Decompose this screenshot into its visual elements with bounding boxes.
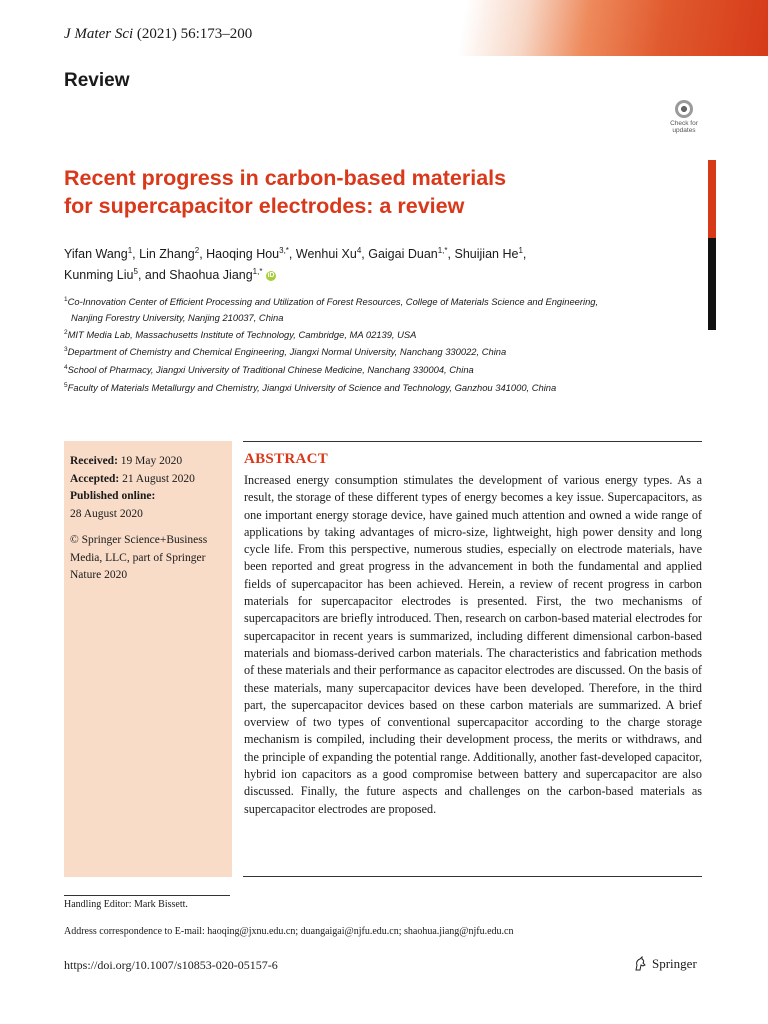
author-name[interactable]: Yifan Wang [64, 247, 128, 262]
affiliation-item [64, 378, 704, 396]
author-affil: 1 [518, 246, 523, 255]
affiliation-text: School of Pharmacy, Jiangxi University of Traditional Chinese Medicine, Nanchang 330004, China [67, 364, 474, 376]
publisher-logo[interactable] [632, 956, 697, 972]
author-sep: , [361, 247, 365, 262]
author-affil: 2 [194, 246, 200, 255]
orcid-icon[interactable]: iD [267, 272, 275, 280]
article-title [64, 164, 684, 220]
journal-volume: (2021) 56:173–200 [136, 26, 253, 42]
section-label: Review [64, 70, 130, 91]
received-label: Received: [70, 455, 118, 467]
copyright-notice: © Springer Science+Business Media, LLC, part of Springer Nature 2020 [70, 534, 208, 581]
journal-citation [64, 26, 252, 43]
affiliation-text: Department of Chemistry and Chemical Engineering, Jiangxi Normal University, Nanchang 330022, China [67, 346, 507, 358]
accepted-line [70, 471, 226, 489]
author-affil: 1 [127, 246, 133, 255]
received-date: 19 May 2020 [120, 455, 183, 467]
affiliation-item [64, 325, 704, 343]
affiliation-num: 5 [64, 381, 68, 389]
received-line [70, 453, 226, 471]
author-affil: 3,* [279, 246, 289, 255]
author-name[interactable]: Lin Zhang [139, 247, 195, 262]
published-label: Published online: [70, 490, 156, 502]
affiliation-text: Faculty of Materials Metallurgy and Chemistry, Jiangxi University of Science and Technology, Ganzhou 341000, China [67, 381, 557, 393]
author-affil: 4 [356, 246, 362, 255]
affiliation-num: 2 [64, 328, 68, 336]
author-name[interactable]: Wenhui Xu [295, 247, 357, 262]
author-name[interactable]: Shuijian He [454, 247, 519, 262]
accepted-label: Accepted: [70, 472, 120, 485]
check-updates-line1: Check for [670, 120, 698, 127]
affiliation-item [64, 292, 704, 310]
affiliations [64, 292, 704, 395]
crossmark-icon [675, 100, 693, 118]
check-updates-line2: updates [672, 127, 696, 134]
abstract-text: Increased energy consumption stimulates the development of various energy types. As a result, the storage of these different types of energy becomes a key issue. Supercapacitors, as one important energy storage device, have gained much attention and owned a wide range of applications by taking advantages of micro-size, lightweight, high power density and long cycle life. From this perspective, numerous studies, especially on electrode materials, have been reported and great progress in the advancement in both the fundamental and applied fields of supercapacitor has been achieved. Herein, a review of recent progress in carbon materials for supercapacitor electrodes is presented. First, the two mechanisms of supercapacitors are briefly introduced. Then, research on carbon-based material electrodes for supercapacitor in recent years is summarized, including different dimensional carbon-based materials and biomass-derived carbon materials. The characteristics and fabrication methods of these materials and their performance as capacitor electrodes are discussed. On the basis of these materials, many supercapacitor devices have been developed. Therefore, in the third part, the supercapacitor devices based on these carbon materials are summarized. A brief overview of two types of conventional supercapacitor according to the charge storage mechanism is compiled, including their development process, the merits or withdraws, and the principle of expanding the potential range. Additionally, another fast-developed capacitor, hybrid ion capacitors as a good compromise between battery and supercapacitor are also discussed. Finally, the future aspects and challenges on the carbon-based materials as supercapacitor electrodes are proposed. [244, 473, 702, 816]
affiliation-item [64, 360, 704, 378]
title-line-1: Recent progress in carbon-based materials [64, 166, 507, 190]
author-and: and [144, 268, 166, 283]
author-name[interactable]: Kunming Liu [64, 268, 134, 283]
affiliation-num: 1 [64, 296, 68, 303]
author-affil: 1,* [252, 267, 263, 277]
publisher-name: Springer [652, 956, 697, 971]
abstract-rule-bottom [243, 876, 702, 877]
author-affil: 1,* [437, 246, 448, 255]
side-accent-black [708, 238, 716, 330]
handling-editor: Handling Editor: Mark Bissett. [64, 899, 188, 910]
affiliation-item [64, 342, 704, 360]
title-line-2: for supercapacitor electrodes: a review [64, 194, 465, 218]
side-accent-red [708, 160, 716, 238]
author-list [64, 242, 684, 284]
author-sep: , [199, 247, 203, 262]
article-history-box [64, 441, 232, 877]
author-sep: , [447, 247, 452, 262]
affiliation-text: Co-Innovation Center of Efficient Processing and Utilization of Forest Resources, College of Materials Science and Engineering, [67, 296, 599, 308]
author-name[interactable]: Shaohua Jiang [169, 268, 253, 283]
published-date: 28 August 2020 [70, 507, 143, 520]
springer-horse-icon [632, 956, 648, 972]
journal-name: J Mater Sci [64, 26, 134, 42]
author-sep: , [288, 247, 293, 262]
affiliation-num: 3 [64, 346, 68, 354]
footnote-rule [64, 895, 230, 896]
author-name[interactable]: Gaigai Duan [368, 247, 438, 262]
author-sep: , [137, 268, 142, 283]
correspondence[interactable]: Address correspondence to E-mail: haoqing@jxnu.edu.cn; duangaigai@njfu.edu.cn; shaohua.jiang@njfu.edu.cn [64, 926, 514, 937]
author-sep: , [522, 247, 527, 262]
author-name[interactable]: Haoqing Hou [206, 247, 280, 262]
author-sep: , [132, 247, 136, 262]
doi-link[interactable]: https://doi.org/10.1007/s10853-020-05157-6 [64, 958, 278, 972]
check-for-updates-button[interactable] [664, 100, 704, 140]
abstract-heading: ABSTRACT [244, 451, 329, 467]
affiliation-text: MIT Media Lab, Massachusetts Institute of Technology, Cambridge, MA 02139, USA [67, 329, 417, 341]
affiliation-num: 4 [64, 364, 68, 371]
accepted-date: 21 August 2020 [122, 472, 195, 485]
affiliation-cont: Nanjing Forestry University, Nanjing 210037, China [71, 311, 284, 323]
abstract-rule-top [243, 441, 702, 442]
author-affil: 5 [133, 267, 138, 277]
